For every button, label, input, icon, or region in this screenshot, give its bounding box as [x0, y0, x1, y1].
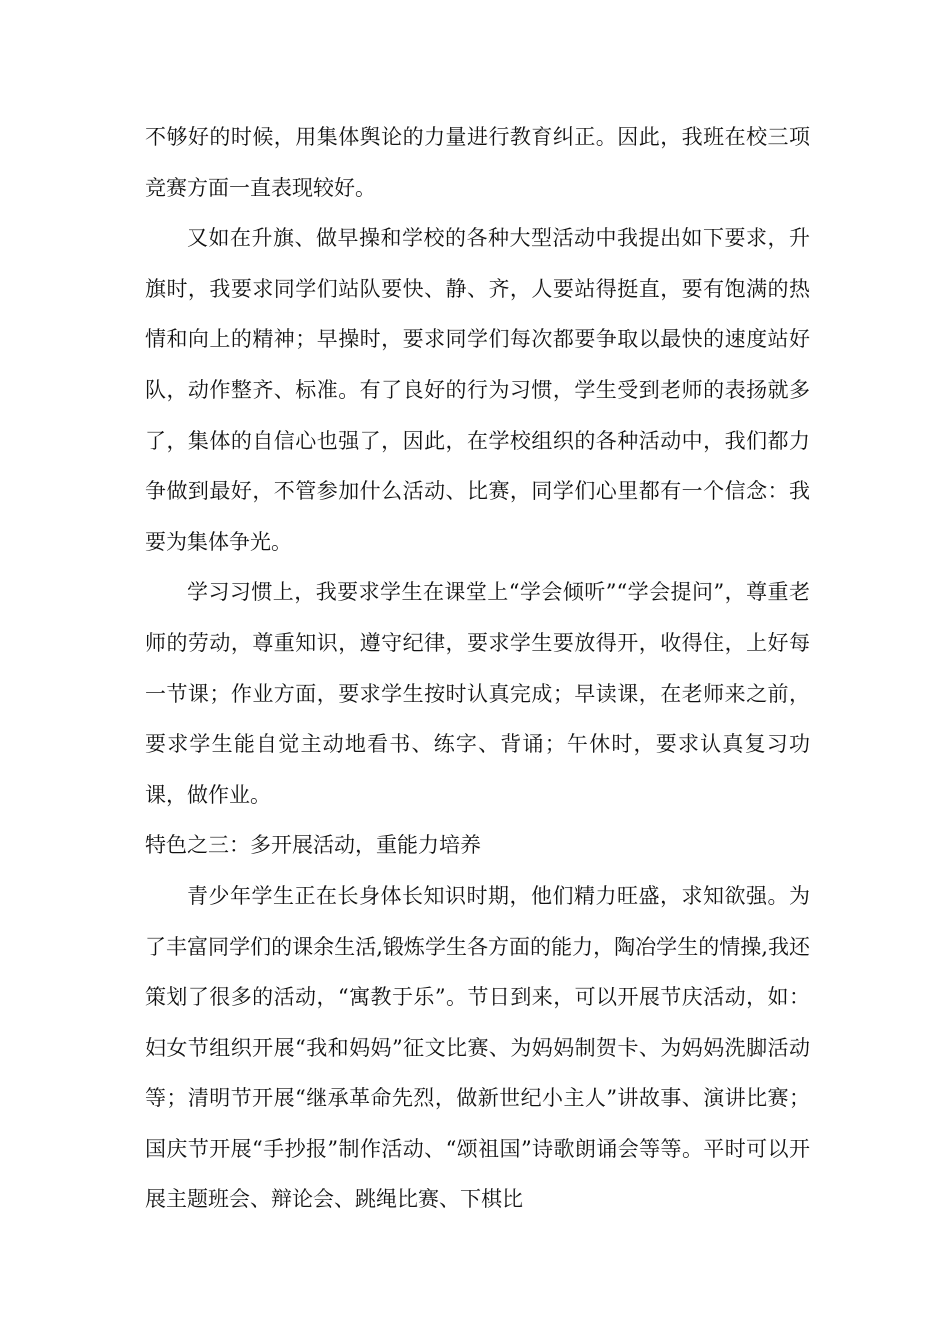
- paragraph-continuation: 不够好的时候，用集体舆论的力量进行教育纠正。因此，我班在校三项竞赛方面一直表现较好。: [145, 125, 810, 200]
- paragraph-study-habits: 学习习惯上，我要求学生在课堂上“学会倾听”“学会提问”，尊重老师的劳动，尊重知识，遵守纪律，要求学生要放得开，收得住，上好每一节课；作业方面，要求学生按时认真完成；早读课，在老师来之前，要求学生能自觉主动地看书、练字、背诵；午休时，要求认真复习功课，做作业。: [145, 580, 810, 807]
- paragraph-activities: 青少年学生正在长身体长知识时期，他们精力旺盛，求知欲强。为了丰富同学们的课余生活,锻炼学生各方面的能力，陶冶学生的情操,我还策划了很多的活动，“寓教于乐”。节日到来，可以开展节庆活动，如：妇女节组织开展“我和妈妈”征文比赛、为妈妈制贺卡、为妈妈洗脚活动等；清明节开展“继承革命先烈，做新世纪小主人”讲故事、演讲比赛；国庆节开展“手抄报”制作活动、“颂祖国”诗歌朗诵会等等。平时可以开展主题班会、辩论会、跳绳比赛、下棋比: [145, 883, 810, 1212]
- section-heading: 特色之三：多开展活动，重能力培养: [145, 833, 481, 858]
- document-page: [145, 112, 810, 1225]
- paragraph-flag-raising: 又如在升旗、做早操和学校的各种大型活动中我提出如下要求，升旗时，我要求同学们站队要快、静、齐，人要站得挺直，要有饱满的热情和向上的精神；早操时，要求同学们每次都要争取以最快的速度站好队，动作整齐、标准。有了良好的行为习惯，学生受到老师的表扬就多了，集体的自信心也强了，因此，在学校组织的各种活动中，我们都力争做到最好，不管参加什么活动、比赛，同学们心里都有一个信念：我要为集体争光。: [145, 226, 810, 554]
